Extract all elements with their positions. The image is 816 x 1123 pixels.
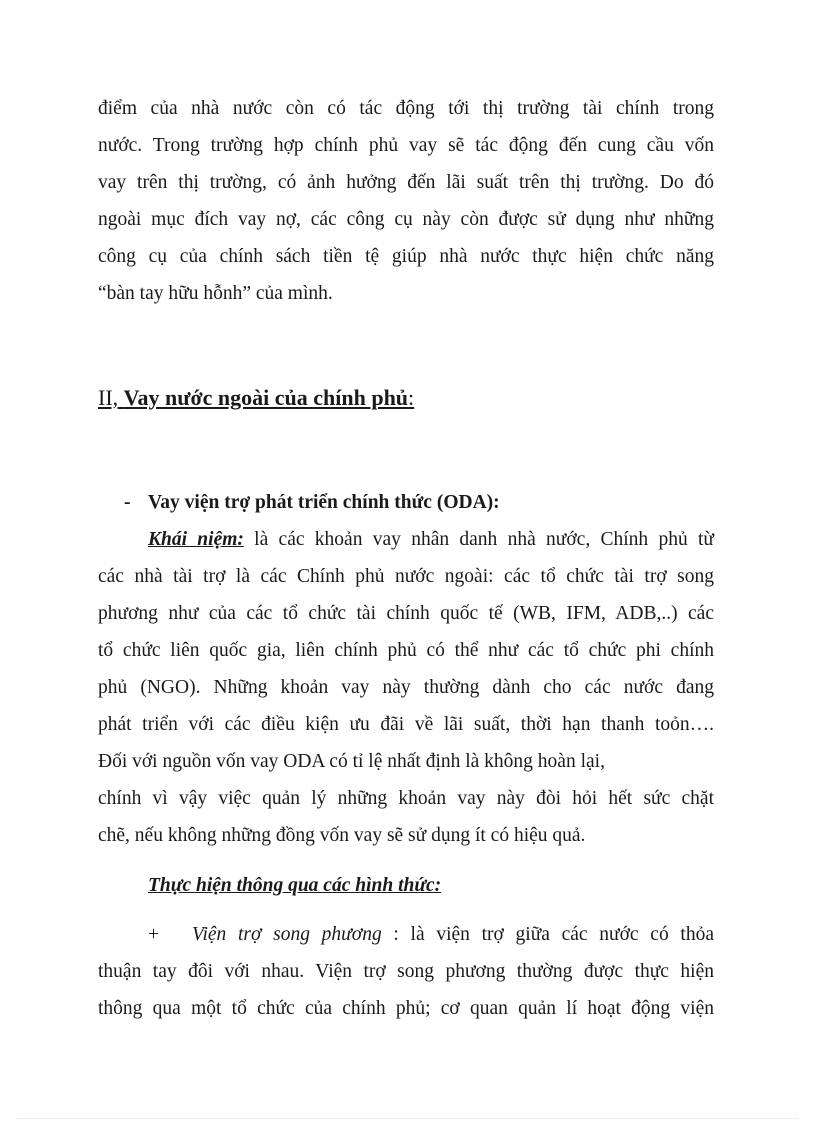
paragraph-line: phát triển với các điều kiện ưu đãi về lãi suất, thời hạn thanh toỏn…. [98, 714, 714, 735]
paragraph-line: nước. Trong trường hợp chính phủ vay sẽ tác động đến cung cầu vốn [98, 135, 714, 156]
paragraph-line: thuận tay đôi với nhau. Viện trợ song phương thường được thực hiện [98, 961, 714, 982]
page-bottom-divider [18, 1118, 798, 1119]
heading-title: Vay nước ngoài của chính phủ [123, 385, 409, 410]
section-heading [98, 383, 414, 413]
paragraph-line: điểm của nhà nước còn có tác động tới thị trường tài chính trong [98, 98, 714, 119]
bilateral-first-line-text: : là viện trợ giữa các nước có thỏa [381, 924, 714, 945]
intro-paragraph [98, 90, 714, 312]
paragraph-line: công cụ của chính sách tiền tệ giúp nhà nước thực hiện chức năng [98, 246, 714, 267]
bilateral-paragraph [98, 916, 714, 1027]
definition-first-line-text: là các khoản vay nhân danh nhà nước, Chính phủ từ [243, 529, 714, 550]
paragraph-line: chẽ, nếu không những đồng vốn vay sẽ sử dụng ít có hiệu quả. [98, 825, 586, 846]
paragraph-line: Đối với nguồn vốn vay ODA có tỉ lệ nhất định là không hoàn lại, [98, 751, 605, 772]
definition-paragraph [98, 521, 714, 854]
paragraph-line: tổ chức liên quốc gia, liên chính phủ có thể như các tổ chức phi chính [98, 640, 714, 661]
forms-label: Thực hiện thông qua các hình thức: [148, 875, 442, 896]
bilateral-term: Viện trợ song phương [192, 924, 382, 945]
paragraph-line: ngoài mục đích vay nợ, các công cụ này còn được sử dụng như những [98, 209, 714, 230]
definition-first-line [98, 521, 714, 558]
bullet-dash: - [124, 492, 131, 513]
paragraph-line: vay trên thị trường, có ảnh hưởng đến lãi suất trên thị trường. Do đó [98, 172, 714, 193]
forms-subheading [148, 872, 441, 900]
plus-marker: + [148, 924, 159, 945]
bullet-heading [124, 489, 500, 517]
heading-prefix: II, [98, 385, 124, 410]
paragraph-line: phương như của các tổ chức tài chính quốc tế (WB, IFM, ADB,..) các [98, 603, 714, 624]
bullet-title-text: Vay viện trợ phát triển chính thức (ODA): [148, 492, 500, 513]
paragraph-line: thông qua một tổ chức của chính phủ; cơ quan quản lí hoạt động viện [98, 998, 714, 1019]
paragraph-line: phủ (NGO). Những khoản vay này thường dành cho các nước đang [98, 677, 714, 698]
paragraph-line: “bàn tay hữu hỗnh” của mình. [98, 283, 333, 304]
definition-label: Khái niệm: [148, 529, 244, 550]
heading-suffix: : [408, 385, 415, 410]
paragraph-line: chính vì vậy việc quản lý những khoản vay này đòi hỏi hết sức chặt [98, 788, 714, 809]
paragraph-line: các nhà tài trợ là các Chính phủ nước ngoài: các tổ chức tài trợ song [98, 566, 714, 587]
bilateral-first-line [98, 916, 714, 953]
